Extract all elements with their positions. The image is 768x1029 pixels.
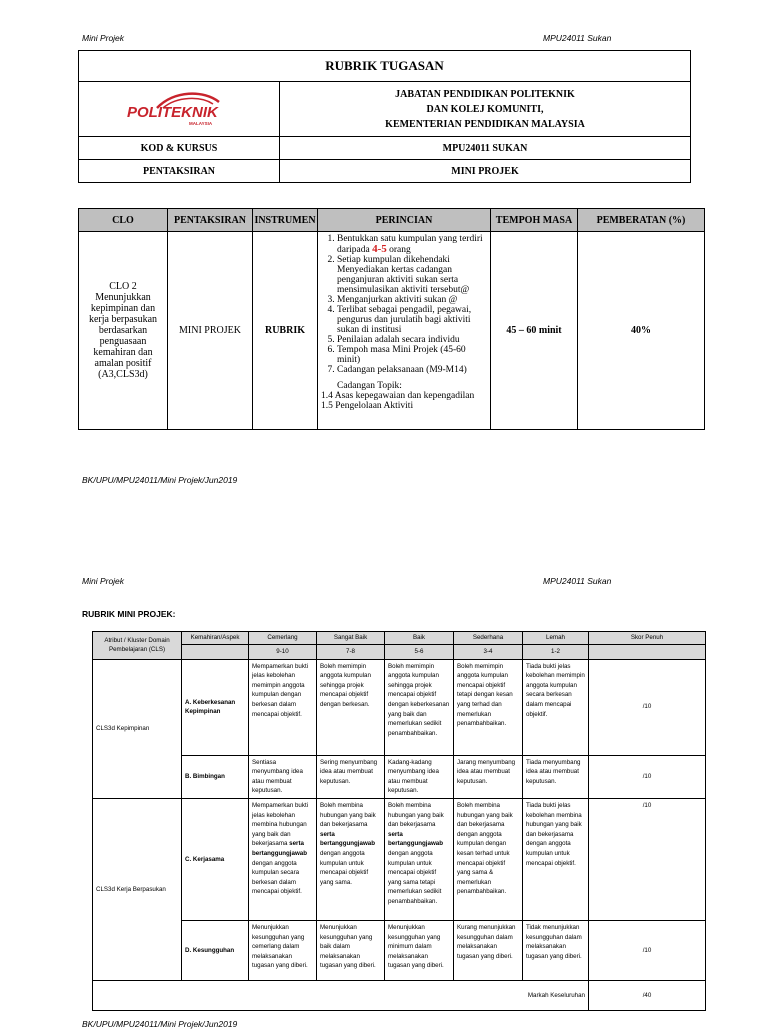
cadangan-title: Cadangan Topik: (337, 381, 402, 391)
cadangan-item: 1.4 Asas kepegawaian dan kepengadilan (321, 391, 475, 401)
page-footer: BK/UPU/MPU24011/Mini Projek/Jun2019 (82, 1019, 238, 1029)
rubric-cell: Boleh membina hubungan yang baik dan bekerjasama serta bertanggungjawab dengan anggota kumpulan untuk mencapai objektif yang sama. (317, 798, 385, 920)
instrumen-cell: RUBRIK (253, 232, 318, 430)
aspect-cell: C. Kerjasama (182, 798, 249, 920)
col-header-clo: CLO (79, 209, 168, 232)
perincian-item: 3. Menganjurkan aktiviti sukan @ (337, 295, 487, 305)
header-level-cemerlang: Cemerlang (249, 632, 317, 645)
rubric-cell: Kadang-kadang menyumbang idea atau membuat keputusan. (385, 755, 454, 798)
perincian-cell (318, 232, 491, 430)
assignment-header-table (78, 50, 691, 183)
perincian-item: 4. Terlibat sebagai pengadil, pegawai, pengurus dan jurulatih bagi aktiviti sukan di institusi (337, 305, 487, 335)
header-attribute: Atribut / Kluster Domain Pembelajaran (CLS) (93, 632, 182, 660)
rubric-cell: Mempamerkan bukti jelas kebolehan memimpin anggota kumpulan dengan berkesan dalam mencapai objektif. (249, 659, 317, 755)
header-range: 5-6 (385, 644, 454, 659)
politeknik-logo (119, 88, 239, 128)
header-level-sangat-baik: Sangat Baik (317, 632, 385, 645)
logo-cell (79, 82, 280, 137)
dept-line-3: KEMENTERIAN PENDIDIKAN MALAYSIA (385, 118, 585, 130)
rubric-cell: Jarang menyumbang idea atau membuat keputusan. (454, 755, 523, 798)
document-title: RUBRIK TUGASAN (79, 51, 691, 82)
attribute-cell: CLS3d Kerja Berpasukan (93, 798, 182, 980)
header-level-sederhana: Sederhana (454, 632, 523, 645)
header-level-baik: Baik (385, 632, 454, 645)
pentaksiran-cell: MINI PROJEK (168, 232, 253, 430)
rubric-cell: Tidak menunjukkan kesungguhan dalam melaksanakan tugasan yang diberi. (523, 920, 589, 980)
page-footer: BK/UPU/MPU24011/Mini Projek/Jun2019 (82, 475, 238, 485)
rubric-cell: Boleh memimpin anggota kumpulan mencapai objektif tetapi dengan kesan yang terhad dan memerlukan penambahbaikan. (454, 659, 523, 755)
total-label-cell: Markah Keseluruhan (93, 980, 589, 1010)
header-aspect: Kemahiran/Aspek (182, 632, 249, 645)
perincian-item: 1. Bentukkan satu kumpulan yang terdiri daripada 4-5 orang (337, 234, 487, 255)
rubric-cell: Boleh memimpin anggota kumpulan sehingga projek mencapai objektif dengan keberkesanan yang baik dan memerlukan sedikit penambahbaikan. (385, 659, 454, 755)
pentaksiran-value: MINI PROJEK (280, 160, 691, 183)
rubric-cell: Sering menyumbang idea atau membuat keputusan. (317, 755, 385, 798)
rubric-cell: Kurang menunjukkan kesungguhan dalam melaksanakan tugasan yang diberi. (454, 920, 523, 980)
rubric-cell: Sentiasa menyumbang idea atau membuat keputusan. (249, 755, 317, 798)
rubric-cell: Menunjukkan kesungguhan yang baik dalam melaksanakan tugasan yang diberi. (317, 920, 385, 980)
rubric-cell: Boleh memimpin anggota kumpulan sehingga projek mencapai objektif dengan berkesan. (317, 659, 385, 755)
aspect-cell: A. Keberkesanan Kepimpinan (182, 659, 249, 755)
header-score-blank (589, 644, 706, 659)
department-cell (280, 82, 691, 137)
tempoh-cell: 45 – 60 minit (491, 232, 578, 430)
cadangan-item: 1.5 Pengelolaan Aktiviti (321, 401, 414, 411)
pentaksiran-label: PENTAKSIRAN (79, 160, 280, 183)
rubric-cell: Tiada menyumbang idea atau membuat keputusan. (523, 755, 589, 798)
perincian-item: 7. Cadangan pelaksanaan (M9-M14) (337, 365, 487, 375)
page-header-left: Mini Projek (82, 33, 125, 43)
aspect-cell: D. Kesungguhan (182, 920, 249, 980)
col-header-tempoh: TEMPOH MASA (491, 209, 578, 232)
rubric-section-title: RUBRIK MINI PROJEK: (82, 609, 176, 619)
header-level-lemah: Lemah (523, 632, 589, 645)
perincian-item: 5. Penilaian adalah secara individu (337, 335, 487, 345)
header-range: 1-2 (523, 644, 589, 659)
dept-line-2: DAN KOLEJ KOMUNITI, (426, 103, 544, 115)
aspect-cell: B. Bimbingan (182, 755, 249, 798)
svg-text:MALAYSIA: MALAYSIA (189, 120, 213, 126)
perincian-item: 6. Tempoh masa Mini Projek (45-60 minit) (337, 345, 487, 365)
header-range: 7-8 (317, 644, 385, 659)
header-range: 9-10 (249, 644, 317, 659)
pemberatan-cell: 40% (578, 232, 705, 430)
rubric-cell: Tiada bukti jelas kebolehan membina hubungan yang baik dan bekerjasama dengan anggota kumpulan untuk mencapai objektif. (523, 798, 589, 920)
total-score-cell: /40 (589, 980, 706, 1010)
col-header-instrumen: INSTRUMEN (253, 209, 318, 232)
perincian-item: 2. Setiap kumpulan dikehendaki Menyediakan kertas cadangan penganjuran aktiviti sukan serta mensimulasikan aktiviti tersebut@ (337, 255, 487, 295)
rubric-cell: Boleh membina hubungan yang baik dan bekerjasama dengan anggota kumpulan dengan kesan terhad untuk mencapai objektif yang sama & memerlukan penambahbaikan. (454, 798, 523, 920)
kod-kursus-value: MPU24011 SUKAN (280, 137, 691, 160)
score-cell: /10 (589, 755, 706, 798)
rubric-cell: Tiada bukti jelas kebolehan memimpin anggota kumpulan secara berkesan dalam mencapai objektif. (523, 659, 589, 755)
header-range: 3-4 (454, 644, 523, 659)
rubric-table (92, 631, 706, 1011)
page-header-left: Mini Projek (82, 576, 125, 586)
attribute-cell: CLS3d Kepimpinan (93, 659, 182, 798)
clo-cell: CLO 2 Menunjukkan kepimpinan dan kerja berpasukan berdasarkan penguasaan kemahiran dan amalan positif (A3,CLS3d) (79, 232, 168, 430)
dept-line-1: JABATAN PENDIDIKAN POLITEKNIK (395, 88, 575, 100)
col-header-pentaksiran: PENTAKSIRAN (168, 209, 253, 232)
col-header-perincian: PERINCIAN (318, 209, 491, 232)
kod-kursus-label: KOD & KURSUS (79, 137, 280, 160)
rubric-cell: Menunjukkan kesungguhan yang minimum dalam melaksanakan tugasan yang diberi. (385, 920, 454, 980)
rubric-cell: Mempamerkan bukti jelas kebolehan membina hubungan yang baik dan bekerjasama serta bertanggungjawab dengan anggota kumpulan secara berkesan dalam mencapai objektif. (249, 798, 317, 920)
header-score: Skor Penuh (589, 632, 706, 645)
rubric-cell: Menunjukkan kesungguhan yang cemerlang dalam melaksanakan tugasan yang diberi. (249, 920, 317, 980)
page-header-right: MPU24011 Sukan (543, 33, 612, 43)
score-cell: /10 (589, 798, 706, 920)
score-cell: /10 (589, 920, 706, 980)
clo-table (78, 208, 705, 430)
col-header-pemberatan: PEMBERATAN (%) (578, 209, 705, 232)
score-cell: /10 (589, 659, 706, 755)
page-header-right: MPU24011 Sukan (543, 576, 612, 586)
header-aspect-blank (182, 644, 249, 659)
rubric-cell: Boleh membina hubungan yang baik dan bekerjasama serta bertanggungjawab dengan anggota kumpulan untuk mencapai objektif yang sama tetapi memerlukan sedikit penambahbaikan. (385, 798, 454, 920)
perincian-list (321, 234, 487, 375)
svg-text:POLITEKNIK: POLITEKNIK (127, 103, 218, 121)
